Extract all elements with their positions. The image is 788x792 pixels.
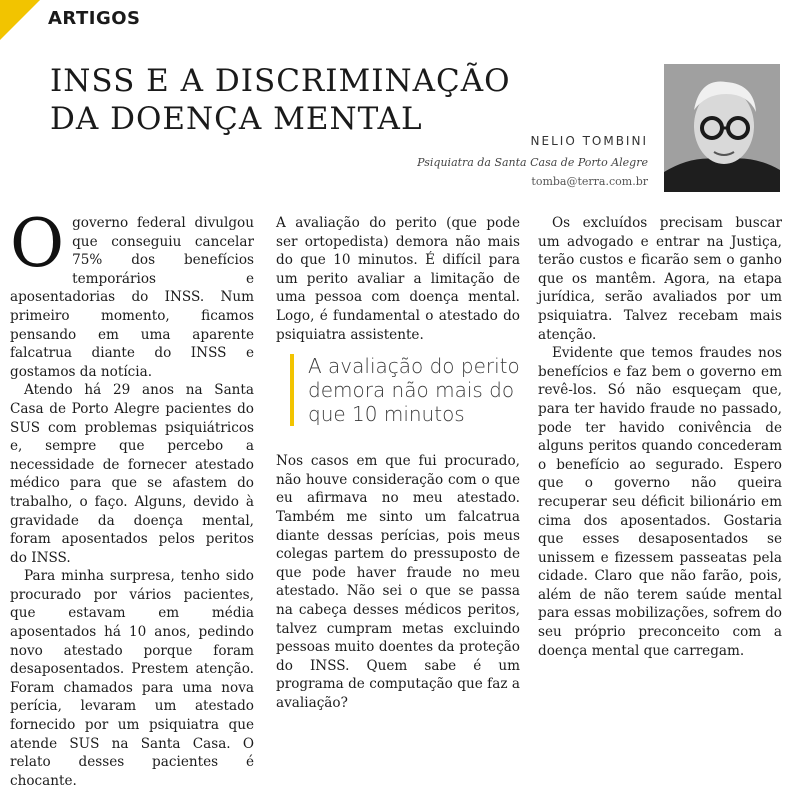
paragraph-3: Para minha surpresa, tenho sido procurado por vários pacientes, que estavam em média aposentados há 10 anos, pedindo novo atestado porque foram desaposentados. Prestem atenção. Foram chamados para uma nova perícia, levaram um atestado fornecido por um psiquiatra que atende SUS na Santa Casa. O relato desses pacientes é chocante.	[10, 568, 254, 789]
author-name: NELIO TOMBINI	[530, 134, 648, 148]
paragraph-1	[10, 205, 254, 381]
paragraph-1-text: governo federal divulgou que conseguiu cancelar 75% dos benefícios temporários e aposentadorias do INSS. Num primeiro momento, ficamos pensando em uma aparente falcatrua diante do INSS e gostamos da notícia.	[10, 215, 254, 380]
column-3	[538, 214, 782, 660]
headline	[50, 62, 570, 138]
paragraph-5: Nos casos em que fui procurado, não houve consideração com o que eu afirmava no meu atestado. Também me sinto um falcatrua diante dessas perícias, pois meus colegas partem do pressuposto de que pode haver fraude no meu atestado. Não sei o que se passa na cabeça desses médicos peritos, talvez cumpram metas excluindo pessoas muito doentes da proteção do INSS. Quem sabe é um programa de computação que faz a avaliação?	[276, 453, 520, 711]
author-role: Psiquiatra da Santa Casa de Porto Alegre	[417, 156, 648, 169]
paragraph-4: A avaliação do perito (que pode ser ortopedista) demora não mais do que 10 minutos. É difícil para um perito avaliar a limitação de uma pessoa com doença mental. Logo, é fundamental o atestado do psiquiatra assistente.	[276, 215, 520, 343]
paragraph-6: Os excluídos precisam buscar um advogado e entrar na Justiça, terão custos e ficarão sem o ganho que os mantêm. Agora, na etapa jurídica, serão avaliados por um psiquiatra. Talvez recebam mais atenção.	[538, 215, 782, 343]
drop-cap: O	[10, 205, 65, 282]
pull-quote	[290, 354, 520, 426]
headline-line-1: INSS E A DISCRIMINAÇÃO	[50, 63, 511, 99]
paragraph-7: Evidente que temos fraudes nos benefícios e faz bem o governo em revê-los. Só não esqueçam que, para ter havido fraude no passado, pode ter havido conivência de alguns peritos quando concederam o benefício ao segurado. Espero que o governo não queira recuperar seu déficit bilionário em cima dos aposentados. Gostaria que esses desaposentados se unissem e fizessem passeatas pela cidade. Claro que não farão, pois, além de não terem saúde mental para essas mobilizações, sofrem do seu próprio preconceito com a doença mental que carregam.	[538, 345, 782, 659]
accent-corner	[0, 0, 40, 40]
author-photo	[664, 64, 780, 192]
pull-quote-text: A avaliação do perito demora não mais do que 10 minutos	[308, 354, 520, 427]
author-email: tomba@terra.com.br	[531, 175, 648, 188]
column-1	[10, 205, 254, 790]
section-label: ARTIGOS	[48, 8, 141, 29]
paragraph-2: Atendo há 29 anos na Santa Casa de Porto Alegre pacientes do SUS com problemas psiquiátricos e, sempre que percebo a necessidade de fornecer atestado médico para que se afastem do trabalho, o faço. Alguns, devido à gravidade da doença mental, foram aposentados pelos peritos do INSS.	[10, 382, 254, 566]
headline-line-2: DA DOENÇA MENTAL	[50, 101, 423, 137]
column-2	[276, 214, 520, 712]
author-block	[417, 134, 648, 188]
